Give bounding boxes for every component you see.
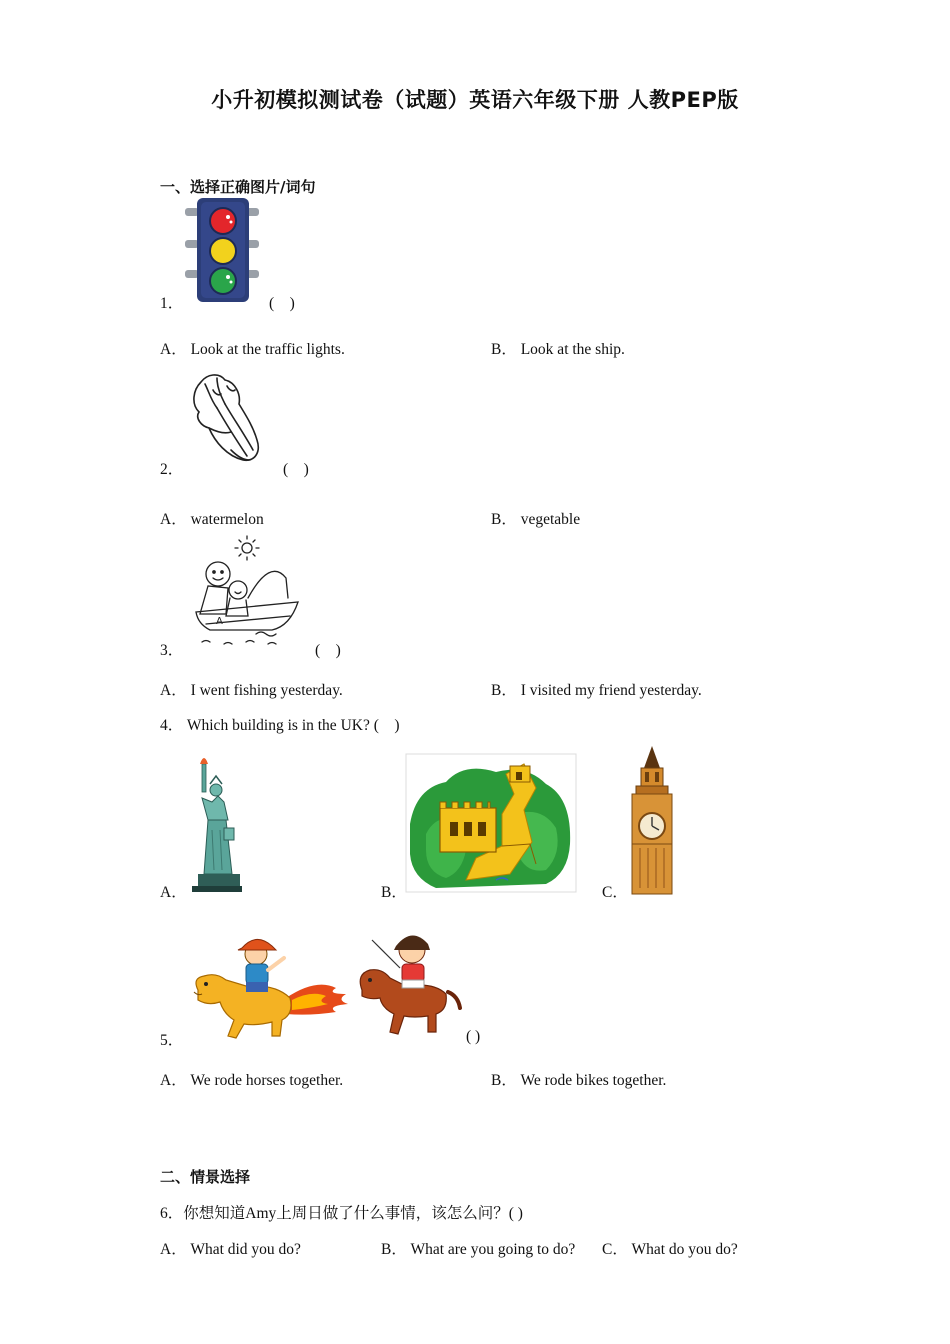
question-number: 2． xyxy=(160,461,184,478)
option-b[interactable]: B． xyxy=(381,884,407,901)
option-b[interactable]: B． vegetable xyxy=(491,511,581,528)
answer-blank[interactable]: ( ) xyxy=(466,1028,481,1045)
option-b[interactable]: B． We rode bikes together. xyxy=(491,1072,667,1089)
option-b[interactable]: B． Look at the ship. xyxy=(491,341,625,358)
great-wall-image xyxy=(406,754,576,892)
option-b[interactable]: B． What are you going to do? xyxy=(381,1241,576,1258)
cabbage-image xyxy=(187,370,265,466)
question-number: 1． xyxy=(160,295,184,312)
svg-text:A: A xyxy=(216,616,223,627)
option-a[interactable]: A． Look at the traffic lights. xyxy=(160,341,345,358)
option-a[interactable]: A． xyxy=(160,884,187,901)
page-title: 小升初模拟测试卷（试题）英语六年级下册 人教PEP版 xyxy=(211,88,739,112)
question-number: 3． xyxy=(160,642,184,659)
horse-riding-image xyxy=(186,928,462,1044)
answer-blank[interactable]: ( ) xyxy=(315,642,341,659)
answer-blank[interactable]: ( ) xyxy=(283,461,309,478)
option-a[interactable]: A． I went fishing yesterday. xyxy=(160,682,343,699)
answer-blank[interactable]: ( ) xyxy=(269,295,295,312)
option-a[interactable]: A． We rode horses together. xyxy=(160,1072,344,1089)
option-b[interactable]: B． I visited my friend yesterday. xyxy=(491,682,702,699)
question-stem: 6．你想知道Amy上周日做了什么事情，该怎么问？( ) xyxy=(160,1205,523,1222)
option-c[interactable]: C． What do you do? xyxy=(602,1241,738,1258)
question-number: 5． xyxy=(160,1032,184,1049)
section-1-heading: 一、选择正确图片/词句 xyxy=(160,178,316,196)
question-stem: 4． Which building is in the UK? ( ) xyxy=(160,717,400,734)
option-a[interactable]: A． What did you do? xyxy=(160,1241,301,1258)
section-2-heading: 二、情景选择 xyxy=(160,1168,251,1186)
option-c[interactable]: C． xyxy=(602,884,628,901)
fishing-boat-image xyxy=(186,538,306,650)
big-ben-image xyxy=(628,744,676,894)
statue-of-liberty-image xyxy=(188,750,244,892)
option-a[interactable]: A． watermelon xyxy=(160,511,264,528)
traffic-light-image xyxy=(183,196,263,306)
